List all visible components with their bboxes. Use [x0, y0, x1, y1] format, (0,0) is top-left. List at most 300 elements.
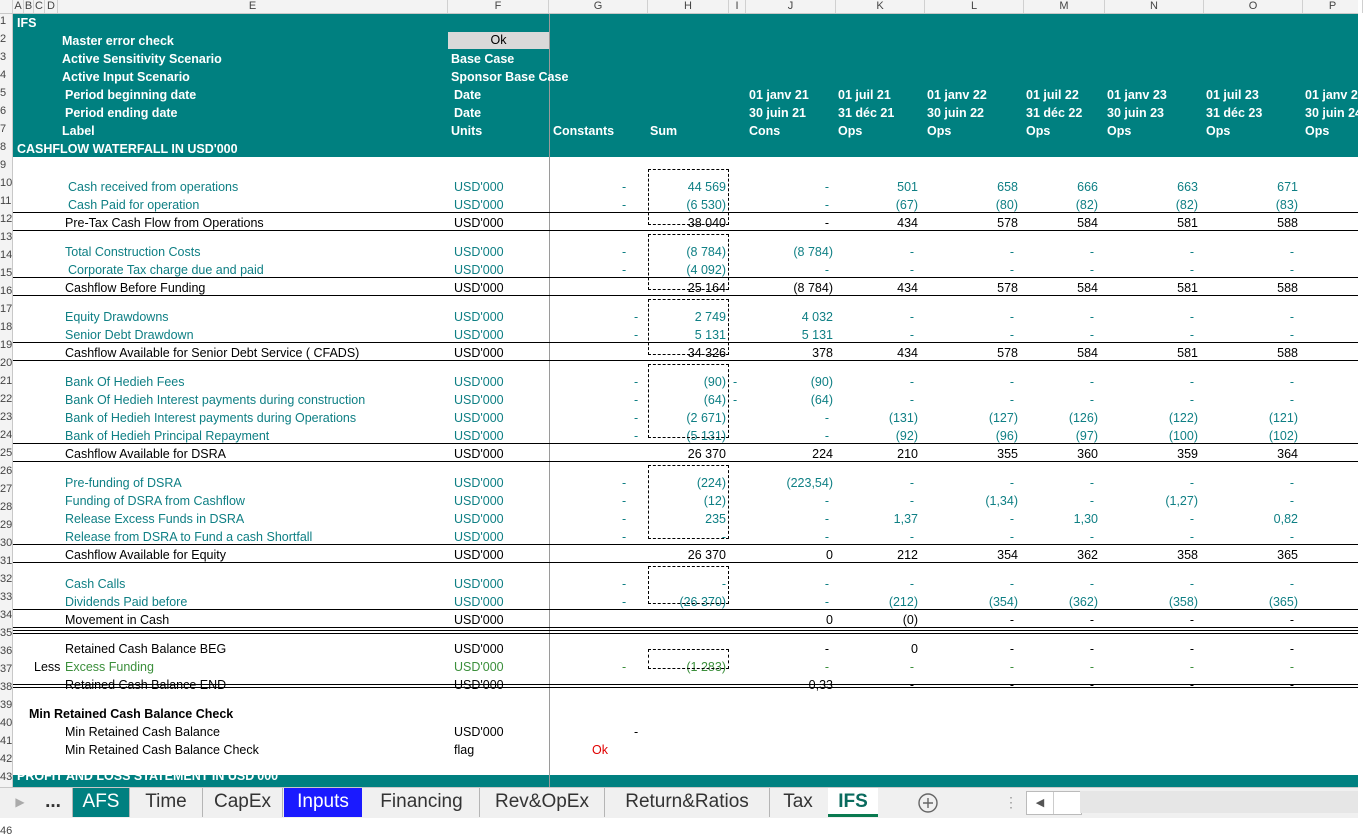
period-value-cell[interactable]: - — [1009, 263, 1014, 277]
period-value-cell[interactable]: (92) — [895, 429, 918, 443]
row-sum[interactable]: (2 671) — [686, 411, 726, 425]
period-value-cell[interactable]: (121) — [1268, 411, 1298, 425]
tab-rev-opex[interactable]: Rev&OpEx — [480, 788, 605, 817]
col-header-p[interactable]: P — [1303, 0, 1363, 13]
horizontal-scrollbar[interactable] — [1026, 791, 1082, 815]
period-value-cell[interactable]: 4 032 — [801, 310, 833, 324]
period-value-cell[interactable]: 588 — [1277, 346, 1298, 360]
period-value-cell[interactable]: (80) — [995, 198, 1018, 212]
period-type-5: Ops — [1206, 124, 1231, 138]
period-value-cell[interactable]: 578 — [997, 346, 1018, 360]
row-header[interactable]: 10 — [0, 177, 13, 189]
period-value-cell[interactable]: - — [1189, 678, 1194, 692]
tab-capex[interactable]: CapEx — [203, 788, 283, 817]
row-constant[interactable]: - — [622, 494, 627, 508]
period-value-cell[interactable]: 0,82 — [1273, 512, 1298, 526]
period-value-cell[interactable]: - — [1189, 245, 1194, 259]
period-value-cell[interactable]: 578 — [997, 281, 1018, 295]
tab-financing[interactable]: Financing — [364, 788, 480, 817]
row-constant[interactable]: - — [622, 245, 627, 259]
period-value-cell[interactable]: - — [1189, 613, 1194, 627]
row-header[interactable]: 36 — [0, 645, 13, 657]
period-value-cell[interactable]: 578 — [997, 216, 1018, 230]
tab-splitter-handle[interactable]: ⋮ — [1004, 794, 1018, 810]
row-header[interactable]: 26 — [0, 465, 13, 477]
period-value-cell[interactable]: - — [824, 180, 829, 194]
copy-marquee — [648, 649, 729, 669]
tab-ifs[interactable]: IFS — [828, 788, 878, 817]
row-header[interactable]: 20 — [0, 357, 13, 369]
period-value-cell[interactable]: - — [1289, 375, 1294, 389]
tab-return-ratios[interactable]: Return&Ratios — [605, 788, 770, 817]
row-sum[interactable]: 235 — [705, 512, 726, 526]
period-value-cell[interactable]: (1,34) — [985, 494, 1018, 508]
period-value-cell[interactable]: - — [1289, 660, 1294, 674]
period-value-cell[interactable]: - — [909, 328, 914, 342]
period-value-cell[interactable]: 378 — [812, 346, 833, 360]
row-header[interactable]: 21 — [0, 375, 13, 387]
period-value-cell[interactable]: 581 — [1177, 281, 1198, 295]
row-border — [13, 461, 1358, 462]
period-value-cell[interactable]: - — [909, 577, 914, 591]
period-value-cell[interactable]: (362) — [1068, 595, 1098, 609]
row-sum[interactable]: (64) — [703, 393, 726, 407]
col-header-c[interactable]: C — [34, 0, 45, 13]
period-value-cell[interactable]: 0 — [911, 642, 918, 656]
row-header[interactable]: 40 — [0, 717, 13, 729]
row-header[interactable]: 35 — [0, 627, 13, 639]
period-value-cell[interactable]: (354) — [988, 595, 1018, 609]
row-label: Cashflow Available for DSRA — [65, 447, 226, 461]
master-error-check-value[interactable]: Ok — [448, 32, 549, 49]
row-unit: USD'000 — [454, 198, 504, 212]
row-header[interactable]: 12 — [0, 213, 13, 225]
period-value-cell[interactable]: - — [1089, 328, 1094, 342]
period-value-cell[interactable]: 364 — [1277, 447, 1298, 461]
period-value-cell[interactable]: - — [824, 660, 829, 674]
period-value-cell[interactable]: - — [1189, 310, 1194, 324]
sum-header: Sum — [650, 124, 678, 138]
row-header[interactable]: 13 — [0, 231, 13, 243]
row-header[interactable]: 29 — [0, 519, 13, 531]
row-sum[interactable]: (26 370) — [679, 595, 726, 609]
period-value-cell[interactable]: 0 — [826, 613, 833, 627]
period-value-cell[interactable]: - — [824, 198, 829, 212]
row-header[interactable]: 16 — [0, 285, 13, 297]
period-value-cell[interactable]: - — [824, 429, 829, 443]
period-value-cell[interactable]: 663 — [1177, 180, 1198, 194]
more-sheets-button[interactable]: ... — [34, 788, 73, 817]
period-value-cell[interactable]: - — [1009, 375, 1014, 389]
period-value-cell[interactable]: 581 — [1177, 216, 1198, 230]
period-value-cell[interactable]: - — [1009, 613, 1014, 627]
period-value-cell[interactable]: - — [1089, 263, 1094, 277]
period-value-cell[interactable]: - — [824, 494, 829, 508]
row-constant[interactable]: - — [622, 660, 627, 674]
period-value-cell[interactable]: 434 — [897, 216, 918, 230]
tab-inputs[interactable]: Inputs — [284, 788, 362, 817]
period-value-cell[interactable]: - — [1089, 494, 1094, 508]
col-header-o[interactable]: O — [1204, 0, 1303, 13]
row-header[interactable]: 24 — [0, 429, 13, 441]
period-value-cell[interactable]: 0 — [826, 548, 833, 562]
period-value-cell[interactable]: 671 — [1277, 180, 1298, 194]
tab-tax[interactable]: Tax — [783, 791, 813, 812]
period-value-cell[interactable]: - — [1089, 245, 1094, 259]
period-value-cell[interactable]: 5 131 — [801, 328, 833, 342]
col-header-h[interactable]: H — [648, 0, 729, 13]
row-sum[interactable]: (8 784) — [686, 245, 726, 259]
row-sum[interactable]: - — [721, 530, 726, 544]
period-value-cell[interactable]: - — [1289, 678, 1294, 692]
add-sheet-icon[interactable] — [916, 788, 940, 817]
period-value-cell[interactable]: 210 — [897, 447, 918, 461]
row-header[interactable]: 39 — [0, 699, 13, 711]
period-value-cell[interactable]: - — [909, 245, 914, 259]
period-value-cell[interactable]: 355 — [997, 447, 1018, 461]
row-header[interactable]: 27 — [0, 483, 13, 495]
period-value-cell[interactable]: (358) — [1168, 595, 1198, 609]
scroll-left-arrow-icon[interactable]: ◀ — [1027, 792, 1054, 814]
row-sum[interactable]: (90) — [703, 375, 726, 389]
period-value-cell[interactable]: - — [824, 530, 829, 544]
row-sum[interactable]: (6 530) — [686, 198, 726, 212]
period-value-cell[interactable]: 581 — [1177, 346, 1198, 360]
row-unit: USD'000 — [454, 375, 504, 389]
row-constant[interactable]: - — [622, 198, 627, 212]
row-constant[interactable]: - — [634, 328, 639, 342]
period-value-cell[interactable]: - — [1189, 660, 1194, 674]
period-value-cell[interactable]: - — [1289, 328, 1294, 342]
period-value-cell[interactable]: - — [1089, 375, 1094, 389]
period-value-cell[interactable]: 354 — [997, 548, 1018, 562]
row-sum[interactable]: - — [721, 577, 726, 591]
period-value-cell[interactable]: - — [824, 512, 829, 526]
period-begin-4: 01 janv 23 — [1107, 88, 1167, 102]
row-header[interactable]: 41 — [0, 735, 13, 747]
period-type-4: Ops — [1107, 124, 1132, 138]
row-sum[interactable]: 44 569 — [687, 180, 726, 194]
period-value-cell[interactable]: (8 784) — [793, 281, 833, 295]
row-header[interactable]: 18 — [0, 321, 13, 333]
period-value-cell[interactable]: 584 — [1077, 281, 1098, 295]
row-sum[interactable]: (1 283) — [686, 660, 726, 674]
row-label: Release from DSRA to Fund a cash Shortfall — [65, 530, 313, 544]
period-value-cell[interactable]: - — [1289, 310, 1294, 324]
period-value-cell[interactable]: - — [1009, 328, 1014, 342]
col-header-b[interactable]: B — [24, 0, 33, 12]
row-header[interactable]: 17 — [0, 303, 13, 315]
row-constant[interactable]: - — [634, 429, 639, 443]
period-value-cell[interactable]: - — [1089, 476, 1094, 490]
row-label: Pre-Tax Cash Flow from Operations — [65, 216, 264, 230]
row-sum[interactable]: 26 370 — [687, 548, 726, 562]
period-value-cell[interactable]: 501 — [897, 180, 918, 194]
period-value-cell[interactable]: - — [1189, 476, 1194, 490]
row-header[interactable]: 23 — [0, 411, 13, 423]
period-value-cell[interactable]: - — [1289, 476, 1294, 490]
row-header[interactable]: 42 — [0, 753, 13, 765]
row-sum[interactable]: 5 131 — [694, 328, 726, 342]
period-value-cell[interactable]: 434 — [897, 346, 918, 360]
period-value-cell[interactable]: - — [1189, 642, 1194, 656]
period-value-cell[interactable]: - — [909, 375, 914, 389]
row-header[interactable]: 4 — [0, 69, 7, 81]
period-value-cell[interactable]: - — [909, 678, 914, 692]
copy-marquee — [648, 234, 729, 290]
period-value-cell[interactable]: (82) — [1075, 198, 1098, 212]
period-value-cell[interactable]: - — [1089, 577, 1094, 591]
period-value-cell[interactable]: - — [1009, 678, 1014, 692]
period-value-cell[interactable]: (131) — [888, 411, 918, 425]
period-value-cell[interactable]: - — [824, 216, 829, 230]
col-header-k[interactable]: K — [836, 0, 925, 13]
row-constant[interactable]: - — [622, 512, 627, 526]
period-value-cell[interactable]: - — [909, 494, 914, 508]
row-constant[interactable]: - — [622, 263, 627, 277]
row-header[interactable]: 2 — [0, 33, 7, 45]
period-value-cell[interactable]: (365) — [1268, 595, 1298, 609]
period-value-cell[interactable]: - — [1189, 577, 1194, 591]
row-constant[interactable]: - — [634, 393, 639, 407]
period-value-cell[interactable]: - — [909, 660, 914, 674]
period-value-cell[interactable]: - — [1289, 577, 1294, 591]
period-end-5: 31 déc 23 — [1206, 106, 1263, 120]
row-header[interactable]: 34 — [0, 609, 13, 621]
row-header[interactable]: 19 — [0, 339, 13, 351]
period-value-cell[interactable]: (122) — [1168, 411, 1198, 425]
select-all-corner[interactable] — [0, 0, 13, 13]
row-header[interactable]: 43 — [0, 771, 13, 783]
row-border — [13, 609, 1358, 610]
period-value-cell[interactable]: - — [909, 310, 914, 324]
min-balance-check-flag[interactable]: Ok — [592, 743, 608, 757]
col-header-m[interactable]: M — [1024, 0, 1105, 13]
period-value-cell[interactable]: (82) — [1175, 198, 1198, 212]
row-sum[interactable]: 34 326 — [687, 346, 726, 360]
period-value-cell[interactable]: 360 — [1077, 447, 1098, 461]
period-value-cell[interactable]: - — [1009, 577, 1014, 591]
row-constant[interactable]: - — [634, 375, 639, 389]
period-value-cell[interactable]: - — [824, 577, 829, 591]
period-value-cell[interactable]: 666 — [1077, 180, 1098, 194]
period-value-cell[interactable]: (127) — [988, 411, 1018, 425]
row-header[interactable]: 46 — [0, 825, 13, 837]
col-header-g[interactable]: G — [549, 0, 648, 13]
row-header[interactable]: 3 — [0, 51, 7, 63]
row-header[interactable]: 25 — [0, 447, 13, 459]
period-value-cell[interactable]: - — [1009, 512, 1014, 526]
col-header-f[interactable]: F — [448, 0, 549, 13]
period-value-cell[interactable]: (1,27) — [1165, 494, 1198, 508]
tab-afs[interactable]: AFS — [73, 788, 130, 817]
tab-time[interactable]: Time — [130, 788, 203, 817]
row-sum[interactable]: 38 040 — [687, 216, 726, 230]
period-value-cell[interactable]: - — [1009, 393, 1014, 407]
col-header-l[interactable]: L — [925, 0, 1024, 13]
scrollbar-track[interactable] — [1080, 791, 1358, 813]
period-value-cell[interactable]: - — [1289, 642, 1294, 656]
period-value-cell[interactable]: - — [909, 476, 914, 490]
period-value-cell[interactable]: - — [1289, 530, 1294, 544]
period-value-cell[interactable]: 584 — [1077, 216, 1098, 230]
period-value-cell[interactable]: - — [1289, 494, 1294, 508]
period-value-cell[interactable]: - — [909, 263, 914, 277]
period-value-cell[interactable]: - — [1189, 530, 1194, 544]
row-header[interactable]: 7 — [0, 123, 7, 135]
period-value-cell[interactable]: - — [909, 530, 914, 544]
period-value-cell[interactable]: - — [1089, 393, 1094, 407]
period-value-cell[interactable]: - — [1089, 642, 1094, 656]
period-value-cell[interactable]: - — [824, 263, 829, 277]
period-value-cell[interactable]: - — [1189, 512, 1194, 526]
period-value-cell[interactable]: - — [1089, 613, 1094, 627]
row-header[interactable]: 38 — [0, 681, 13, 693]
period-value-cell[interactable]: - — [1089, 660, 1094, 674]
period-value-cell[interactable]: - — [1009, 245, 1014, 259]
col-header-j[interactable]: J — [746, 0, 836, 13]
period-value-cell[interactable]: - — [1089, 310, 1094, 324]
row-header[interactable]: 5 — [0, 87, 7, 99]
period-value-cell[interactable]: 365 — [1277, 548, 1298, 562]
period-value-cell[interactable]: - — [824, 642, 829, 656]
period-value-cell[interactable]: - — [1009, 660, 1014, 674]
spreadsheet-grid[interactable] — [13, 14, 1362, 787]
row-constant[interactable]: - — [622, 180, 627, 194]
period-value-cell[interactable]: 358 — [1177, 548, 1198, 562]
period-value-cell[interactable]: (102) — [1268, 429, 1298, 443]
row-header[interactable]: 8 — [0, 141, 7, 153]
row-sum[interactable]: 25 164 — [687, 281, 726, 295]
period-value-cell[interactable]: - — [1009, 310, 1014, 324]
min-balance-value[interactable]: - — [634, 725, 639, 739]
period-value-cell[interactable]: 588 — [1277, 281, 1298, 295]
period-value-cell[interactable]: - — [1189, 263, 1194, 277]
row-header[interactable]: 33 — [0, 591, 13, 603]
row-unit: USD'000 — [454, 660, 504, 674]
period-value-cell[interactable]: - — [1009, 530, 1014, 544]
period-value-cell[interactable]: (83) — [1275, 198, 1298, 212]
row-header[interactable]: 9 — [0, 159, 7, 171]
col-header-e[interactable]: E — [58, 0, 448, 13]
row-sum[interactable]: (224) — [696, 476, 726, 490]
period-value-cell[interactable]: - — [1289, 263, 1294, 277]
period-value-cell[interactable]: - — [1009, 476, 1014, 490]
period-end-0: 30 juin 21 — [749, 106, 806, 120]
period-value-cell[interactable]: (97) — [1075, 429, 1098, 443]
period-value-cell[interactable]: 1,37 — [893, 512, 918, 526]
row-header[interactable]: 14 — [0, 249, 13, 261]
period-value-cell[interactable]: (96) — [995, 429, 1018, 443]
row-constant[interactable]: - — [622, 577, 627, 591]
row-unit: USD'000 — [454, 494, 504, 508]
row-sum[interactable]: 2 749 — [694, 310, 726, 324]
period-value-cell[interactable]: - — [1289, 613, 1294, 627]
period-value-cell[interactable]: - — [1089, 678, 1094, 692]
min-balance-unit: USD'000 — [454, 725, 504, 739]
period-value-cell[interactable]: - — [1189, 328, 1194, 342]
active-input-value[interactable]: Sponsor Base Case — [451, 70, 569, 84]
period-value-cell[interactable]: 434 — [897, 281, 918, 295]
period-value-cell[interactable]: (100) — [1168, 429, 1198, 443]
row-constant[interactable]: - — [622, 476, 627, 490]
period-value-cell[interactable]: 1,30 — [1073, 512, 1098, 526]
row-header[interactable]: 1 — [0, 15, 7, 27]
period-value-cell[interactable]: 362 — [1077, 548, 1098, 562]
period-value-cell[interactable]: 588 — [1277, 216, 1298, 230]
period-value-cell[interactable]: (64) — [810, 393, 833, 407]
period-value-cell[interactable]: (0) — [902, 613, 918, 627]
row-header[interactable]: 22 — [0, 393, 13, 405]
period-value-cell[interactable]: 212 — [897, 548, 918, 562]
next-section-title: PROFIT AND LOSS STATEMENT IN USD'000 — [17, 769, 279, 783]
period-value-cell[interactable]: (90) — [810, 375, 833, 389]
active-sensitivity-value[interactable]: Base Case — [451, 52, 515, 66]
row-unit: USD'000 — [454, 411, 504, 425]
period-value-cell[interactable]: - — [1289, 245, 1294, 259]
row-constant[interactable]: - — [634, 411, 639, 425]
row-header[interactable]: 32 — [0, 573, 13, 585]
row-header[interactable]: 6 — [0, 105, 7, 117]
period-value-cell[interactable]: - — [909, 393, 914, 407]
period-value-cell[interactable]: 224 — [812, 447, 833, 461]
period-value-cell[interactable]: (8 784) — [793, 245, 833, 259]
period-value-cell[interactable]: (126) — [1068, 411, 1098, 425]
row-header[interactable]: 31 — [0, 555, 13, 567]
row-header[interactable]: 30 — [0, 537, 13, 549]
row-label: Cash Calls — [65, 577, 126, 591]
row-constant[interactable]: - — [622, 595, 627, 609]
row-extra[interactable]: - — [733, 393, 738, 407]
period-value-cell[interactable]: 658 — [997, 180, 1018, 194]
period-value-cell[interactable]: - — [1009, 642, 1014, 656]
period-value-cell[interactable]: - — [1289, 393, 1294, 407]
row-header[interactable]: 11 — [0, 195, 12, 207]
row-header[interactable]: 37 — [0, 663, 13, 675]
row-sum[interactable]: (5 131) — [686, 429, 726, 443]
col-header-d[interactable]: D — [45, 0, 58, 13]
col-header-a[interactable]: A — [13, 0, 24, 13]
scroll-left-icon[interactable]: ▶ — [15, 795, 25, 809]
row-constant[interactable]: - — [634, 310, 639, 324]
period-value-cell[interactable]: - — [824, 411, 829, 425]
period-value-cell[interactable]: 0,33 — [808, 678, 833, 692]
period-value-cell[interactable]: - — [1089, 530, 1094, 544]
period-value-cell[interactable]: 584 — [1077, 346, 1098, 360]
row-label: Total Construction Costs — [65, 245, 201, 259]
sheet-tab-bar — [0, 787, 1358, 818]
row-header[interactable]: 15 — [0, 267, 13, 279]
period-value-cell[interactable]: (67) — [895, 198, 918, 212]
row-extra[interactable]: - — [733, 375, 738, 389]
active-sensitivity-label: Active Sensitivity Scenario — [62, 52, 222, 66]
row-header[interactable]: 28 — [0, 501, 13, 513]
period-value-cell[interactable]: (223,54) — [786, 476, 833, 490]
period-value-cell[interactable]: - — [1189, 393, 1194, 407]
copy-marquee — [648, 566, 729, 604]
period-value-cell[interactable]: - — [1189, 375, 1194, 389]
period-value-cell[interactable]: - — [824, 595, 829, 609]
period-begin-label: Period beginning date — [65, 88, 197, 102]
col-header-n[interactable]: N — [1105, 0, 1204, 13]
row-sum[interactable]: 26 370 — [687, 447, 726, 461]
col-header-i[interactable]: I — [729, 0, 746, 13]
period-value-cell[interactable]: 359 — [1177, 447, 1198, 461]
row-sum[interactable]: (4 092) — [686, 263, 726, 277]
row-sum[interactable]: (12) — [703, 494, 726, 508]
period-value-cell[interactable]: (212) — [888, 595, 918, 609]
row-constant[interactable]: - — [622, 530, 627, 544]
